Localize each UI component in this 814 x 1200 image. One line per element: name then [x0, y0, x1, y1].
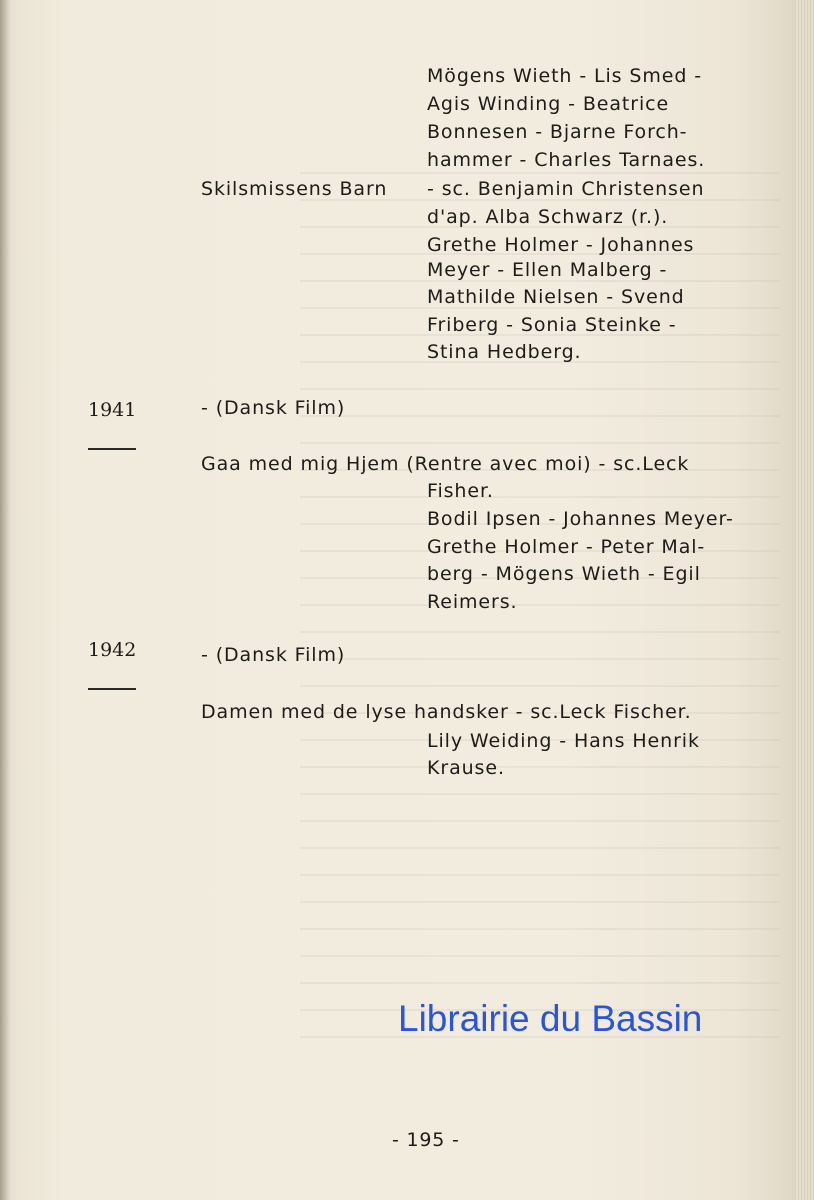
cast-line: Agis Winding - Beatrice	[427, 93, 670, 115]
cast-line: Meyer - Ellen Malberg -	[427, 259, 668, 281]
cast-line: Bodil Ipsen - Johannes Meyer-	[427, 508, 734, 530]
year-label: 1942	[88, 639, 137, 661]
year-underline	[88, 448, 136, 450]
film-credit: d'ap. Alba Schwarz (r.).	[427, 206, 669, 228]
cast-line: hammer - Charles Tarnaes.	[427, 149, 706, 171]
bleed-through-texture	[300, 150, 780, 1050]
cast-line: Grethe Holmer - Peter Mal-	[427, 536, 706, 558]
film-title-line: Gaa med mig Hjem (Rentre avec moi) - sc.Leck	[201, 453, 690, 475]
watermark-text: Librairie du Bassin	[398, 998, 703, 1039]
cast-line: Bonnesen - Bjarne Forch-	[427, 121, 688, 143]
film-credit: - sc. Benjamin Christensen	[427, 178, 705, 200]
page-stack-edge	[796, 0, 814, 1200]
cast-line: Grethe Holmer - Johannes	[427, 234, 695, 256]
cast-line: Reimers.	[427, 591, 518, 613]
page-number: - 195 -	[392, 1129, 460, 1151]
cast-line: Lily Weiding - Hans Henrik	[427, 730, 700, 752]
year-underline	[88, 688, 136, 690]
cast-line: Krause.	[427, 757, 505, 779]
film-title-line: Damen med de lyse handsker - sc.Leck Fischer.	[201, 701, 692, 723]
page-gutter-shadow	[0, 0, 10, 1200]
cast-line: Mathilde Nielsen - Svend	[427, 286, 685, 308]
cast-line: berg - Mögens Wieth - Egil	[427, 563, 701, 585]
film-title: Skilsmissens Barn	[201, 178, 388, 200]
studio-label: - (Dansk Film)	[201, 644, 346, 666]
studio-label: - (Dansk Film)	[201, 397, 346, 419]
film-credit: Fisher.	[427, 480, 494, 502]
cast-line: Friberg - Sonia Steinke -	[427, 314, 677, 336]
cast-line: Mögens Wieth - Lis Smed -	[427, 65, 703, 87]
cast-line: Stina Hedberg.	[427, 341, 582, 363]
year-label: 1941	[88, 399, 137, 421]
